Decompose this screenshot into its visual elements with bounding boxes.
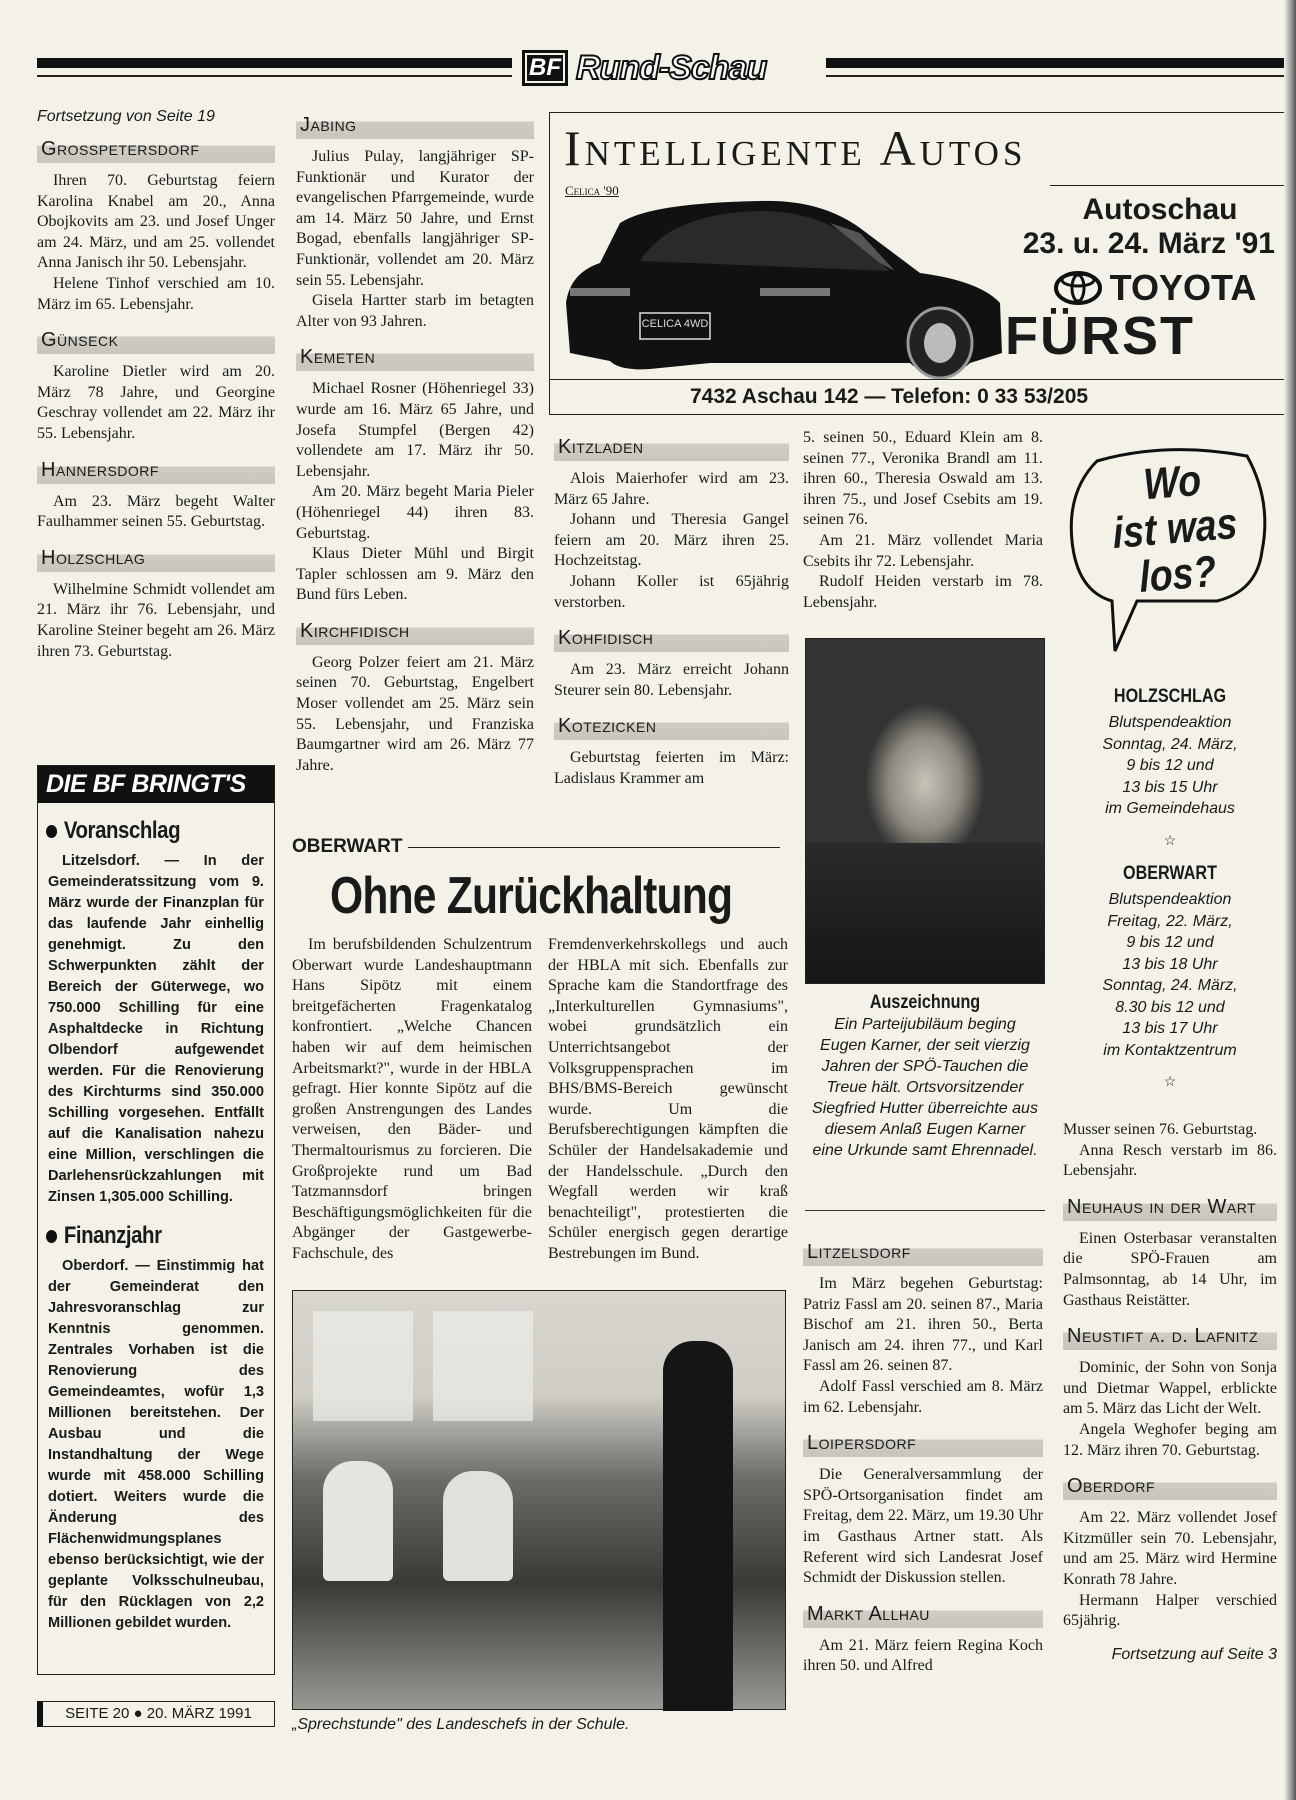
toyota-brand xyxy=(1035,267,1275,309)
section-paragraph: Ihren 70. Geburtstag feiern Karolina Knabel am 20., Anna Obojkovits am 23. und Josef Unger am 24. März, und am 25. vollendet Anna Janisch ihr 50. Lebensjahr. xyxy=(37,172,275,272)
section-paragraph: Am 23. März begeht Walter Faulhammer seinen 55. Geburtstag. xyxy=(37,492,275,531)
ad-address: 7432 Aschau 142 — Telefon: 0 33 53/205 xyxy=(690,385,1089,408)
event-line: Sonntag, 24. März, xyxy=(1102,735,1238,753)
section-paragraph: Die Generalversammlung der SPÖ-Ortsorganisation findet am Freitag, dem 22. März, um 19.30 Uhr im Gasthaus Artner statt. Als Referent wird sich Landesrat Josef Schmidt der Diskussion stellen. xyxy=(803,1466,1043,1587)
section-heading: Kohfidisch xyxy=(554,625,789,652)
article-text: Im berufsbildenden Schulzentrum Oberwart wurde Landeshauptmann Hans Sipötz mit einem breitgefächerten Fragenkatalog konfrontiert. „Welche Chancen haben wir auf dem heimischen Arbeitsmarkt?", wurde in der HBLA gefragt. Hier konnte Sipötz auf die großen Anstrengungen des Landes verweisen, den Bäder- und Thermaltourismus zu forcieren. Die Großprojekte rund um Bad Tatzmannsdorf bringen Beschäftigungsmöglichkeiten für die Abgänger der Gastgewerbe-Fachschule, des xyxy=(292,936,532,1262)
box-heading-text: Voranschlag xyxy=(63,817,181,844)
toyota-logo-icon xyxy=(1054,271,1102,305)
portrait-text: Ein Parteijubiläum beging Eugen Karner, der seit vierzig Jahren der SPÖ-Tauchen die Treue hält. Ortsvorsitzender Siegfried Hutter überreichte aus diesem Anlaß Eugen Karner eine Urkunde samt Ehrennadel. xyxy=(812,1016,1038,1159)
section-paragraph: Michael Rosner (Höhenriegel 33) wurde am 16. März 65 Jahre, und Josefa Stumpfel (Bergen 42) vollendete am 17. März ihr 50. Lebensjahr. xyxy=(296,380,534,480)
article-headline: Ohne Zurückhaltung xyxy=(330,867,733,925)
classroom-photo-caption: „Sprechstunde" des Landeschefs in der Schule. xyxy=(292,1716,630,1733)
section-heading: Hannersdorf xyxy=(37,457,275,484)
section-list xyxy=(1063,1120,1277,1632)
masthead-logo xyxy=(522,48,810,88)
event-place: OBERWART xyxy=(1123,863,1217,884)
section-paragraph: Karoline Dietler wird am 20. März 78 Jahre, und Georgine Geschray vollendet am 22. März ihr 55. Lebensjahr. xyxy=(37,363,275,442)
logo-rundschau: Rund-Schau xyxy=(576,48,767,87)
event-line: 13 bis 18 Uhr xyxy=(1122,955,1218,973)
column-3 xyxy=(554,434,789,790)
bubble-text xyxy=(1095,454,1256,604)
event-line: 9 bis 12 und xyxy=(1126,757,1214,774)
article-kicker xyxy=(292,836,780,858)
masthead-rule-left xyxy=(37,58,512,68)
section-paragraph: Anna Resch verstarb im 86. Lebensjahr. xyxy=(1063,1141,1277,1180)
star-icon: ☆ xyxy=(1163,831,1177,848)
page-footer: SEITE 20 ● 20. MÄRZ 1991 xyxy=(37,1701,275,1727)
box-text-voranschlag: Litzelsdorf. — In der Gemeinderatssitzung vom 9. März wurde der Finanzplan für das laufende Jahr einhellig genehmigt. Zu den Schwerpunkten zählt der Bereich der Güterwege, wo 750.000 Schilling für eine Asphaltdecke in Richtung Olbendorf aufgewendet werden. Für die Renovierung des Kirchturms sind 350.000 Schilling vorgesehen. Entfällt auf die Kanalisation nahezu eine Million, verschlingen die Darlehensrückzahlungen mit Zinsen 1,305.000 Schilling. xyxy=(48,853,264,1205)
section-paragraph: Gisela Hartter starb im betagten Alter von 93 Jahren. xyxy=(296,292,534,330)
event-line: 8.30 bis 12 und xyxy=(1115,998,1225,1016)
ad-brand: TOYOTA xyxy=(1109,267,1257,308)
section-heading: Neustift a. d. Lafnitz xyxy=(1063,1323,1277,1350)
toyota-advertisement xyxy=(549,112,1296,415)
ad-model: Celica '90 xyxy=(565,183,619,198)
section-list xyxy=(37,136,275,662)
bullet-icon xyxy=(46,825,57,838)
section-paragraph: Am 22. März vollendet Josef Kitzmüller sein 70. Lebensjahr, und am 25. März wird Hermine Konrath 78 Jahre. xyxy=(1063,1509,1277,1588)
section-heading: Grosspetersdorf xyxy=(37,136,275,163)
column-1 xyxy=(37,108,275,662)
section-paragraph: 5. seinen 50., Eduard Klein am 8. seinen 77., Veronika Brandl am 11. ihren 60., Theresia Oswald am 13. ihren 75., und Josef Csebits am 19. seinen 76. xyxy=(803,429,1043,529)
section-list xyxy=(803,1239,1043,1677)
section-paragraph: Angela Weghofer beging am 12. März ihren 70. Geburtstag. xyxy=(1063,1420,1277,1459)
section-heading: Günseck xyxy=(37,327,275,354)
section-paragraph: Helene Tinhof verschied am 10. März im 65. Lebensjahr. xyxy=(37,274,275,313)
section-paragraph: Georg Polzer feiert am 21. März seinen 70. Geburtstag, Engelbert Moser vollendet am 25. März sein 55. Lebensjahr, und Franziska Baumgartner wird am 26. März 77 Jahre. xyxy=(296,653,534,774)
license-plate: CELICA 4WD xyxy=(641,318,709,330)
box-text-finanzjahr: Oberdorf. — Einstimmig hat der Gemeinderat den Jahresvoranschlag zur Kenntnis genommen. Zentrales Vorhaben ist die Renovierung des Gemeindeamtes, wofür 1,3 Millionen bereitstehen. Der Ausbau und die Instandhaltung der Wege wurde mit 458.000 Schilling dotiert. Weiters wurde die Änderung des Flächenwidmungsplanes ebenso berücksichtigt, wie der geplante Volksschulneubau, für den Rücklagen von 2,2 Millionen gebildet wurden. xyxy=(48,1258,264,1631)
article-column-a xyxy=(292,935,532,1265)
ad-title: Intelligente Autos xyxy=(564,120,1027,176)
car-image xyxy=(560,193,1010,379)
portrait-caption xyxy=(805,992,1045,1161)
article-column-b xyxy=(548,935,788,1265)
section-list xyxy=(803,428,1043,613)
section-paragraph: Alois Maierhofer wird am 23. März 65 Jahre. xyxy=(554,470,789,508)
section-paragraph: Einen Osterbasar veranstalten die SPÖ-Frauen am Palmsonntag, ab 14 Uhr, im Gasthaus Reistätter. xyxy=(1063,1229,1277,1309)
box-heading-finanzjahr xyxy=(46,1222,233,1250)
masthead-rule-right-thin xyxy=(826,75,1296,77)
star-icon: ☆ xyxy=(1163,1073,1177,1089)
section-heading: Kotezicken xyxy=(554,713,789,740)
event-place: HOLZSCHLAG xyxy=(1113,686,1227,707)
section-paragraph: Hermann Halper verschied 65jährig. xyxy=(1063,1591,1277,1630)
event-line: Blutspendeaktion xyxy=(1108,891,1232,908)
event-line: im Gemeindehaus xyxy=(1105,800,1235,817)
article-text: Fremdenverkehrskollegs und auch der HBLA mit sich. Ebenfalls zur Sprache kam die Standortfrage des „Interkulturellen Gymnasiums", wobei grundsätzlich ein Unterrichtsangebot der Volksgruppensprachen im BHS/BMS-Bereich gewünscht wurde. Um die Berufsberechtigungen kämpften die Schüler der Handelsakademie und der Handelsschule. „Durch den Wegfall werden wir kraß benachteiligt", protestierten die Schüler energisch gegen derartige Bestrebungen im Bund. xyxy=(548,936,788,1262)
section-paragraph: Musser seinen 76. Geburtstag. xyxy=(1063,1121,1258,1138)
bullet-icon xyxy=(46,1230,57,1243)
masthead-rule-right xyxy=(826,58,1296,68)
section-list xyxy=(296,112,534,776)
ad-info xyxy=(1005,193,1275,366)
kicker-text: OBERWART xyxy=(292,836,403,857)
event-line: 13 bis 17 Uhr xyxy=(1122,1020,1218,1037)
section-heading: Markt Allhau xyxy=(803,1601,1043,1628)
divider xyxy=(805,1210,1045,1211)
section-paragraph: Am 20. März begeht Maria Pieler (Höhenriegel 44) ihren 83. Geburtstag. xyxy=(296,483,534,542)
event-line: im Kontaktzentrum xyxy=(1103,1041,1237,1059)
section-paragraph: Am 23. März erreicht Johann Steurer sein 80. Lebensjahr. xyxy=(554,661,789,699)
portrait-photo xyxy=(805,638,1045,984)
event-line: Sonntag, 24. März, xyxy=(1102,977,1238,994)
section-paragraph: Dominic, der Sohn von Sonja und Dietmar Wappel, erblickte am 5. März das Licht der Welt. xyxy=(1063,1359,1277,1418)
masthead-rule-left-thin xyxy=(37,75,512,77)
section-paragraph: Julius Pulay, langjähriger SP-Funktionär und Kurator der evangelischen Pfarrgemeinde, wurde am 14. März 50 Jahre, und Ernst Bogad, ebenfalls langjähriger SP-Funktionär, vollendet am 20. März sein 55. Lebensjahr. xyxy=(296,148,534,289)
section-paragraph: Johann und Theresia Gangel feiern am 20. März ihren 25. Hochzeitstag. xyxy=(554,511,789,570)
section-paragraph: Am 21. März vollendet Maria Csebits ihr 72. Lebensjahr. xyxy=(803,531,1043,570)
section-list xyxy=(554,434,789,790)
event-line: Freitag, 22. März, xyxy=(1107,912,1233,930)
column-4-bottom xyxy=(803,1239,1043,1677)
section-heading: Jabing xyxy=(296,112,534,139)
section-paragraph: Geburtstag feierten im März: Ladislaus Krammer am xyxy=(554,749,789,787)
event-line: 9 bis 12 und xyxy=(1126,934,1214,951)
section-heading: Oberdorf xyxy=(1063,1473,1277,1500)
logo-bf: BF xyxy=(522,50,568,86)
classroom-photo xyxy=(292,1290,786,1710)
bubble-line: los? xyxy=(1137,546,1218,602)
events-list xyxy=(1061,682,1279,1105)
section-paragraph: Adolf Fassl verschied am 8. März im 62. Lebensjahr. xyxy=(803,1377,1043,1416)
section-paragraph: Johann Koller ist 65jährig verstorben. xyxy=(554,572,789,611)
event-line: Blutspendeaktion xyxy=(1108,714,1232,731)
box-heading-voranschlag xyxy=(46,817,233,845)
column-5 xyxy=(1063,1120,1277,1664)
section-heading: Kirchfidisch xyxy=(296,618,534,645)
bubble-line: ist was xyxy=(1111,498,1239,559)
section-heading: Kemeten xyxy=(296,344,534,371)
column-4-top xyxy=(803,428,1043,613)
ad-event: Autoschau xyxy=(1082,193,1238,226)
section-paragraph: Rudolf Heiden verstarb im 78. Lebensjahr. xyxy=(803,573,1043,611)
section-paragraph: Wilhelmine Schmidt vollendet am 21. März ihr 76. Lebensjahr, und Karoline Steiner begeht am 26. März ihren 73. Geburtstag. xyxy=(37,580,275,660)
column-2 xyxy=(296,112,534,776)
section-paragraph: Im März begehen Geburtstag: Patriz Fassl am 20. seinen 87., Maria Bischof am 21. ihren 50., Berta Janisch am 24. ihren 77., und Karl Fassl am 26. seinen 87. xyxy=(803,1275,1043,1375)
box-heading-text: Finanzjahr xyxy=(63,1222,162,1249)
ad-dealer: FÜRST xyxy=(1005,306,1195,366)
section-heading: Litzelsdorf xyxy=(803,1239,1043,1266)
event-line: 13 bis 15 Uhr xyxy=(1122,778,1218,796)
section-heading: Neuhaus in der Wart xyxy=(1063,1194,1277,1221)
continued-from: Fortsetzung von Seite 19 xyxy=(37,108,215,125)
section-heading: Holzschlag xyxy=(37,545,275,572)
bubble-line: Wo xyxy=(1142,455,1203,510)
page-edge-shadow xyxy=(1284,0,1296,1800)
section-heading: Kitzladen xyxy=(554,434,789,461)
section-paragraph: Klaus Dieter Mühl und Birgit Tapler schlossen am 9. März den Bund fürs Leben. xyxy=(296,545,534,604)
continued-on: Fortsetzung auf Seite 3 xyxy=(1111,1645,1277,1663)
portrait-title: Auszeichnung xyxy=(869,992,981,1013)
section-heading: Loipersdorf xyxy=(803,1430,1043,1457)
bf-bringts-box xyxy=(37,765,275,1675)
box-title: DIE BF BRINGT'S xyxy=(38,766,274,803)
section-paragraph: Am 21. März feiern Regina Koch ihren 50. und Alfred xyxy=(803,1636,1043,1675)
ad-dates: 23. u. 24. März '91 xyxy=(1022,227,1275,260)
